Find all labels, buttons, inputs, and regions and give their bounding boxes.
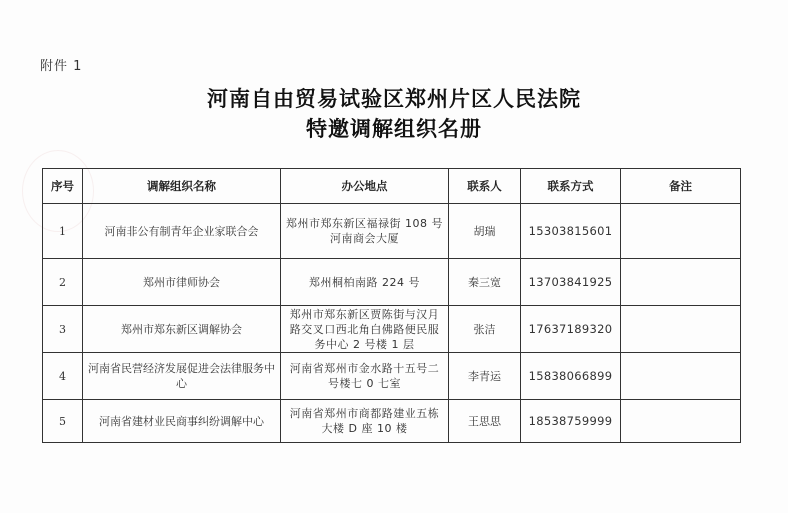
- cell-office-address: 河南省郑州市商都路建业五栋大楼 D 座 10 楼: [281, 400, 449, 443]
- table-row: [43, 204, 741, 259]
- cell-office-address: 河南省郑州市金水路十五号二号楼七 0 七室: [281, 353, 449, 400]
- table-row: [43, 306, 741, 353]
- table-row: [43, 353, 741, 400]
- cell-seq: 1: [43, 204, 83, 259]
- cell-remarks: [621, 306, 741, 353]
- document-title-line2: 特邀调解组织名册: [306, 116, 482, 141]
- cell-contact-phone: 18538759999: [521, 400, 621, 443]
- cell-office-address: 郑州市郑东新区贾陈街与汉月路交叉口西北角白佛路便民服务中心 2 号楼 1 层: [281, 306, 449, 353]
- cell-seq: 2: [43, 259, 83, 306]
- cell-contact-phone: 17637189320: [521, 306, 621, 353]
- cell-contact-person: 李青运: [449, 353, 521, 400]
- cell-org-name: 河南非公有制青年企业家联合会: [83, 204, 281, 259]
- cell-contact-person: 秦三宽: [449, 259, 521, 306]
- cell-contact-person: 张洁: [449, 306, 521, 353]
- header-contact-person: 联系人: [449, 169, 521, 204]
- attachment-label: 附件 1: [40, 59, 83, 74]
- header-office-address: 办公地点: [281, 169, 449, 204]
- cell-org-name: 河南省建材业民商事纠纷调解中心: [83, 400, 281, 443]
- table-header-row: [43, 169, 741, 204]
- cell-contact-person: 王思思: [449, 400, 521, 443]
- cell-remarks: [621, 353, 741, 400]
- cell-remarks: [621, 259, 741, 306]
- cell-office-address: 郑州市郑东新区福禄街 108 号河南商会大厦: [281, 204, 449, 259]
- cell-org-name: 郑州市律师协会: [83, 259, 281, 306]
- cell-office-address: 郑州桐柏南路 224 号: [281, 259, 449, 306]
- header-org-name: 调解组织名称: [83, 169, 281, 204]
- cell-org-name: 河南省民营经济发展促进会法律服务中心: [83, 353, 281, 400]
- cell-contact-phone: 15303815601: [521, 204, 621, 259]
- document-title-line1: 河南自由贸易试验区郑州片区人民法院: [207, 86, 581, 111]
- cell-contact-person: 胡瑞: [449, 204, 521, 259]
- cell-seq: 5: [43, 400, 83, 443]
- header-contact-phone: 联系方式: [521, 169, 621, 204]
- header-seq: 序号: [43, 169, 83, 204]
- cell-seq: 4: [43, 353, 83, 400]
- table-row: [43, 259, 741, 306]
- cell-contact-phone: 13703841925: [521, 259, 621, 306]
- cell-remarks: [621, 400, 741, 443]
- cell-seq: 3: [43, 306, 83, 353]
- mediation-organization-table: [42, 168, 741, 443]
- cell-remarks: [621, 204, 741, 259]
- cell-org-name: 郑州市郑东新区调解协会: [83, 306, 281, 353]
- table-row: [43, 400, 741, 443]
- header-remarks: 备注: [621, 169, 741, 204]
- cell-contact-phone: 15838066899: [521, 353, 621, 400]
